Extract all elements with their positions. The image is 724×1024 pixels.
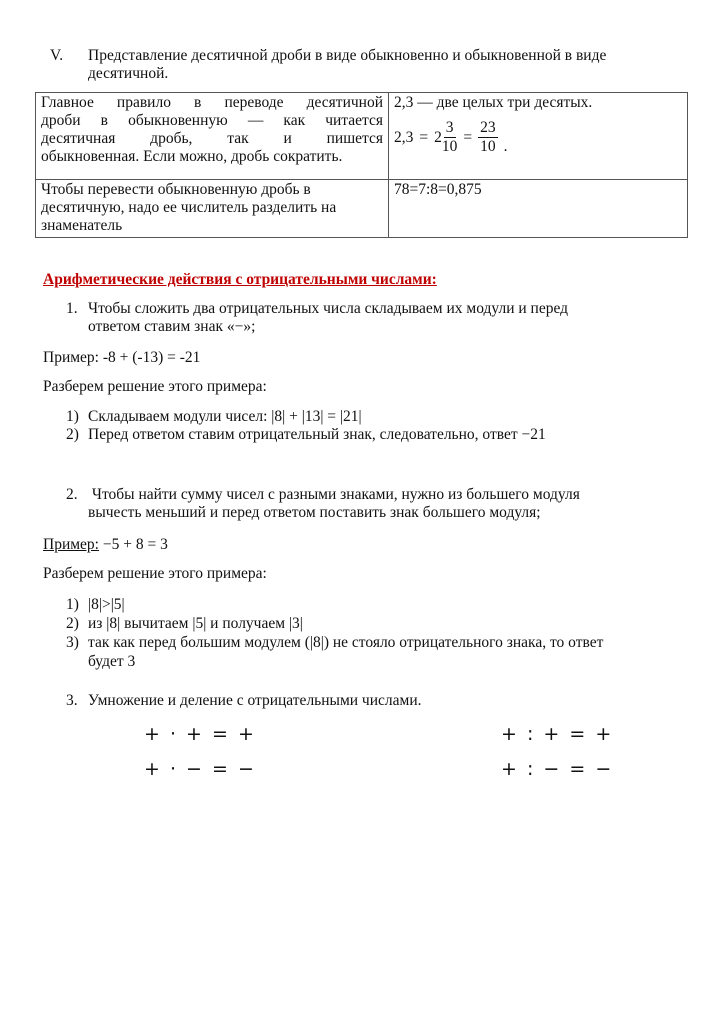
- rule-line: Чтобы перевести обыкновенную дробь в: [41, 181, 311, 198]
- fraction-formula: [394, 119, 682, 156]
- step-number: 1): [66, 596, 79, 613]
- rule-1-number: 1.: [66, 300, 78, 317]
- rule-line: дроби в обыкновенную — как читается: [41, 112, 383, 129]
- rule-line: десятичную, надо ее числитель разделить на: [41, 199, 337, 216]
- rule-2-number: 2.: [66, 486, 78, 503]
- div-rule-positive: + : + = +: [501, 723, 614, 745]
- step-number: 2): [66, 615, 79, 632]
- rule-line: десятичная дробь, так и пишется: [41, 130, 383, 147]
- denominator: 10: [480, 138, 496, 155]
- formula-equals: =: [419, 128, 429, 146]
- arithmetic-heading: Арифметические действия с отрицательными числами:: [43, 271, 437, 288]
- formula-dot: .: [503, 138, 508, 155]
- example-1: Пример: -8 + (-13) = -21: [43, 349, 201, 366]
- mult-rule-negative: + · − = −: [144, 758, 256, 780]
- rule-2-line1: Чтобы найти сумму чисел с разными знаками, нужно из большего модуля: [88, 486, 580, 503]
- section-numeral: V.: [50, 47, 64, 64]
- analysis-1: Разберем решение этого примера:: [43, 378, 267, 395]
- formula-lhs: 2,3: [394, 128, 414, 146]
- analysis-2: Разберем решение этого примера:: [43, 565, 267, 582]
- example-line: 2,3 — две целых три десятых.: [394, 94, 593, 111]
- rule-3-text: Умножение и деление с отрицательными числами.: [88, 692, 422, 709]
- example-cell: [389, 93, 688, 180]
- numerator: 3: [445, 119, 454, 136]
- step-text: так как перед большим модулем (|8|) не стояло отрицательного знака, то ответ: [88, 634, 604, 651]
- rule-1-line1: Чтобы сложить два отрицательных числа складываем их модули и перед: [88, 300, 569, 317]
- step-text: |8|>|5|: [88, 596, 125, 613]
- step-text: из |8| вычитаем |5| и получаем |3|: [88, 615, 303, 632]
- example-2: [43, 536, 168, 554]
- rule-2-line2: вычесть меньший и перед ответом поставить знак большего модуля;: [88, 504, 541, 521]
- rule-line: знаменатель: [41, 217, 123, 234]
- example-cell: [389, 180, 688, 238]
- example-2-label: Пример:: [43, 536, 99, 553]
- formula-equals: =: [463, 128, 473, 146]
- section-title-line1: Представление десятичной дроби в виде обыкновенно и обыкновенной в виде: [88, 47, 607, 64]
- rule-cell: [36, 180, 389, 238]
- example-2-expr: −5 + 8 = 3: [98, 536, 168, 553]
- step-text: Складываем модули чисел: |8| + |13| = |21|: [88, 408, 362, 425]
- step-text: Перед ответом ставим отрицательный знак, следовательно, ответ −21: [88, 426, 546, 443]
- step-number: 2): [66, 426, 79, 443]
- fraction: [478, 119, 498, 156]
- rule-line: Главное правило в переводе десятичной: [41, 94, 383, 111]
- formula-whole: 2: [434, 128, 442, 146]
- conversion-table: [35, 92, 688, 238]
- table-row: [36, 93, 688, 180]
- rule-3-number: 3.: [66, 692, 78, 709]
- step-number: 1): [66, 408, 79, 425]
- fraction: [442, 119, 458, 156]
- example-line: 78=7:8=0,875: [394, 181, 482, 198]
- denominator: 10: [441, 138, 458, 155]
- rule-line: обыкновенная. Если можно, дробь сократить.: [41, 148, 343, 165]
- table-row: [36, 180, 688, 238]
- div-rule-negative: + : − = −: [501, 758, 614, 780]
- step-number: 3): [66, 634, 79, 651]
- step-text-continued: будет 3: [88, 653, 136, 670]
- mult-rule-positive: + · + = +: [144, 723, 256, 745]
- section-title-line2: десятичной.: [88, 65, 169, 82]
- numerator: 23: [480, 119, 496, 136]
- rule-cell: [36, 93, 389, 180]
- rule-1-line2: ответом ставим знак «−»;: [88, 318, 256, 335]
